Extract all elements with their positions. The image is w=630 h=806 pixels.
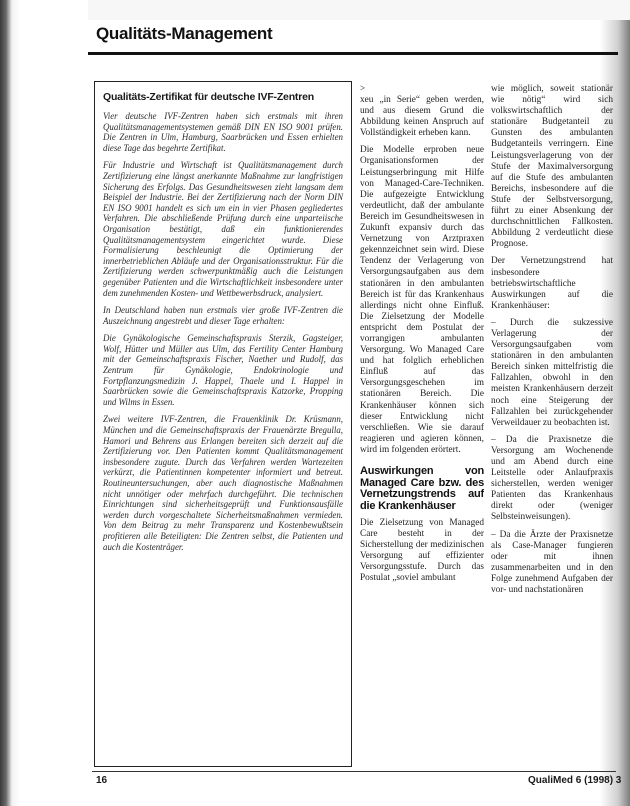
certificate-box [94, 81, 352, 767]
box-paragraph: Zwei weitere IVF-Zentren, die Frauenklinik Dr. Krüsmann, München und die Gemeinschaftspraxis der Frauenärzte Bregulla, Hamori und Behrens aus Erlangen bereiten sich derzeit auf die Zertifizierung vor. Den Patienten kommt Qualitätsmanagement insbesondere zugute. Durch das Verfahren werden Wartezeiten verkürzt, die Patientinnen kompetenter informiert und betreut. Routineuntersuchungen, aber auch diagnostische Maßnahmen nicht unnötiger oder mehrfach durchgeführt. Die technischen Einrichtungen sind sicherheitsgeprüft und Funktionsausfälle werden durch vorgeschaltete Sicherheitsmaßnahmen vermieden. Von dem Beitrag zu mehr Transparenz und Kostenbewußtsein profitieren alle Beteiligten: Die Zentren selbst, die Patienten und auch die Kostenträger. [103, 414, 343, 552]
header-rule [88, 52, 618, 55]
header-band [88, 0, 630, 20]
box-title: Qualitäts-Zertifikat für deutsche IVF-Zentren [103, 91, 314, 103]
right-column [491, 84, 613, 770]
footer-rule [92, 771, 616, 772]
box-paragraph: In Deutschland haben nun erstmals vier große IVF-Zentren die Auszeichnung angestrebt und dieser Tage erhalten: [103, 305, 343, 326]
list-item: – Durch die sukzessive Verlagerung der Versorgungsaufgaben vom stationären in den ambulanten Bereich sinken mittelfristig die Fallzahlen, obwohl in den meisten Krankenhäusern derzeit noch eine Steigerung der Fallzahlen bei zurückgehender Verweildauer zu beobachten ist. [491, 317, 613, 428]
list-item: – Da die Praxisnetze die Versorgung am Wochenende und am Abend durch eine Leitstelle oder Anlaufpraxis sicherstellen, werden weniger Patienten das Krankenhaus direkt oder (weniger Selbsteinweisungen). [491, 434, 613, 523]
continuation-arrow-icon: > [360, 84, 366, 93]
section-title: Qualitäts-Management [96, 24, 273, 43]
box-paragraph: Für Industrie und Wirtschaft ist Qualitätsmanagement durch Zertifizierung eine längst anerkannte Maßnahme zur langfristigen Sicherung des Erfolgs. Das Gesundheitswesen zieht langsam dem Beispiel der Industrie. Bei der Zertifizierung nach der Norm DIN EN ISO 9001 handelt es sich um ein in vier Phasen gegliedertes Verfahren. Die abschließende Prüfung durch eine unparteiische Organisation bestätigt, daß ein funktionierendes Qualitätsmanagementsystem eingerichtet wurde. Diese Formalisierung beschleunigt die Optimierung der innerbetrieblichen Abläufe und der Organisationsstruktur. Für die Zertifizierung werden schwerpunktmäßig auch die Leistungen gegenüber Patienten und die Wirtschaftlichkeit insbesondere unter dem zunehmenden Kosten- und Wettbewerbsdruck, analysiert. [103, 160, 343, 298]
box-paragraph: Vier deutsche IVF-Zentren haben sich erstmals mit ihren Qualitätsmanagementsystemen gemäß DIN EN ISO 9001 prüfen. Die Zentren in Ulm, Hamburg, Saarbrücken und Essen erhielten diese Tage das begehrte Zertifikat. [103, 111, 343, 153]
body-paragraph: xeu „in Serie“ geben werden, und aus diesem Grund die Abbildung keinen Anspruch auf Vollständigkeit erheben kann. [360, 95, 484, 139]
subheading: Auswirkungen von Managed Care bzw. des Vernetzungstrends auf die Krankenhäuser [360, 465, 484, 512]
body-paragraph: Die Zielsetzung von Managed Care besteht in der Sicherstellung der medizinischen Versorgung auf effizienter Versorgungsstufe. Durch das Postulat „soviel ambulant [360, 518, 484, 584]
list-item: – Da die Ärzte der Praxisnetze als Case-Manager fungieren oder mit ihnen zusammenarbeiten und in den Folge zunehmend Aufgaben der vor- und nachstationären [491, 529, 613, 596]
body-paragraph: Die Modelle erproben neue Organisationsformen der Leistungserbringung mit Hilfe von Managed-Care-Techniken. Die aufgezeigte Entwicklung verdeutlicht, daß der ambulante Bereich im Gesundheitswesen in Zukunft expansiv durch das Vernetzung von Arztpraxen gekennzeichnet sein wird. Diese Tendenz der Verlagerung von Versorgungsaufgaben aus dem stationären in den ambulanten Bereich ist für das Krankenhaus allerdings nicht ohne Einfluß. Die Zielsetzung der Modelle entspricht dem Postulat der vorrangigen ambulanten Versorgung. Wo Managed Care und hat folglich erheblichen Einfluß auf das Versorgungsgeschehen im stationären Bereich. Die Krankenhäuser können sich dieser Entwicklung nicht verschließen. Wie sie darauf reagieren und agieren können, wird im folgenden erörtert. [360, 145, 484, 455]
middle-column [360, 84, 484, 770]
page-number: 16 [96, 775, 108, 786]
body-paragraph: Der Vernetzungstrend hat insbesondere betriebswirtschaftliche Auswirkungen auf die Krankenhäuser: [491, 256, 613, 311]
body-paragraph: wie möglich, soweit stationär wie nötig“ wird sich volkswirtschaftlich der stationäre Budgetanteil zu Gunsten des ambulanten Budgetanteils verringern. Eine Leistungsverlagerung von der Stufe der Maximalversorgung auf die Stufe des ambulanten Bereichs, insbesondere auf die Stufe der Selbstversorgung, führt zu einer Absenkung der durchschnittlichen Fallkosten. Abbildung 2 verdeutlicht diese Prognose. [491, 84, 613, 250]
journal-citation: QualiMed 6 (1998) 3 [528, 775, 622, 786]
box-paragraph: Die Gynäkologische Gemeinschaftspraxis Sterzik, Gagsteiger, Wolf, Hütter und Müller aus Ulm, das Fertility Center Hamburg mit der Gemeinschaftspraxis Fischer, Naether und Rudolf, das Zentrum für Gynäkologie, Endokrinologie und Fortpflanzungsmedizin J. Happel, Thaele und I. Happel in Saarbrücken sowie die Gemeinschaftspraxis Katzorke, Propping und Wilms in Essen. [103, 333, 343, 407]
